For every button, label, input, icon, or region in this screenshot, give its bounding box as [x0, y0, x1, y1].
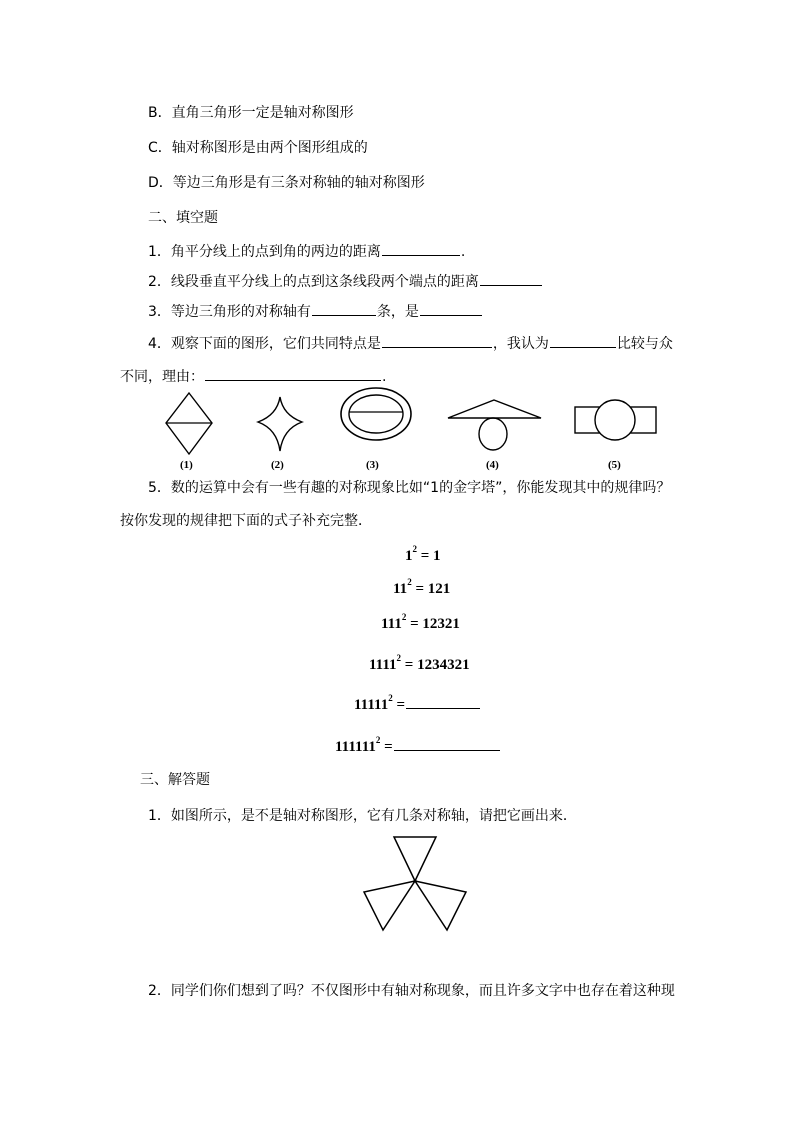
figure-caption: (3): [366, 459, 379, 471]
question-text: 不同，理由：: [120, 369, 204, 385]
question-text: ，我认为: [492, 336, 549, 352]
eq-rhs: =: [384, 739, 393, 755]
figure-3-rings: [341, 388, 411, 440]
eq-exp: 2: [412, 544, 417, 554]
answer-blank[interactable]: [550, 333, 616, 348]
question-text: 1．角平分线上的点到角的两边的距离: [148, 244, 381, 260]
answer-blank[interactable]: [420, 301, 482, 316]
eq-rhs: = 1: [420, 548, 441, 564]
question-text: 4．观察下面的图形，它们共同特点是: [148, 336, 381, 352]
answer-blank[interactable]: [312, 301, 376, 316]
equation-row: [369, 650, 470, 675]
eq-base: 111111: [335, 739, 376, 755]
eq-exp: 2: [388, 693, 393, 703]
option-c: C．轴对称图形是由两个图形组成的: [148, 140, 368, 156]
eq-rhs: = 1234321: [404, 657, 470, 673]
answer-blank[interactable]: [382, 333, 492, 348]
equation-row: [393, 574, 450, 599]
eq-base: 1: [405, 548, 413, 564]
option-d: D．等边三角形是有三条对称轴的轴对称图形: [148, 175, 425, 191]
question-3-2: 2．同学们你们想到了吗？不仅图形中有轴对称现象，而且许多文字中也存在着这种现: [148, 983, 675, 999]
figure-caption: (5): [608, 459, 621, 471]
answer-blank[interactable]: [394, 738, 500, 751]
question-text: 条，是: [376, 304, 419, 320]
figure-caption: (1): [180, 459, 193, 471]
eq-base: 111: [381, 616, 402, 632]
answer-blank[interactable]: [480, 271, 542, 286]
eq-base: 11111: [354, 697, 389, 713]
figure-2-star: [258, 397, 302, 451]
eq-rhs: =: [396, 697, 406, 713]
question-2-5-line2: 按你发现的规律把下面的式子补充完整．: [120, 513, 372, 529]
eq-base: 11: [393, 581, 408, 597]
figure-caption: (2): [271, 459, 284, 471]
triangle-top: [394, 837, 436, 881]
question-2-4: [148, 333, 673, 354]
equation-row: [381, 609, 460, 634]
eq-exp: 2: [396, 653, 402, 663]
equation-row: [405, 541, 441, 566]
question-text: 比较与众: [616, 336, 673, 352]
question-text: 3．等边三角形的对称轴有: [148, 304, 311, 320]
triangle-right: [415, 881, 466, 930]
equation-row: [335, 732, 501, 757]
period: .: [382, 369, 387, 385]
eq-exp: 2: [375, 735, 381, 745]
question-2-5: 5．数的运算中会有一些有趣的对称现象比如“1的金字塔”，你能发现其中的规律吗？: [148, 480, 671, 496]
question-3-1: 1．如图所示，是不是轴对称图形，它有几条对称轴，请把它画出来．: [148, 808, 577, 824]
eq-rhs: = 121: [415, 581, 451, 597]
figure-4-triangle-circle: [448, 400, 541, 450]
figure-5-rect-circle: [575, 400, 656, 440]
figure-caption: (4): [486, 459, 499, 471]
figure-1-rhombus: [166, 393, 212, 454]
eq-exp: 2: [401, 612, 407, 622]
answer-blank[interactable]: [406, 696, 480, 709]
answer-blank[interactable]: [382, 241, 460, 256]
shapes-figure-row: [0, 385, 794, 475]
answer-blank[interactable]: [205, 366, 381, 381]
section-heading-solve: 三、解答题: [140, 772, 210, 788]
three-triangles-figure: [0, 835, 794, 935]
section-heading-fill-in: 二、填空题: [148, 210, 218, 226]
eq-exp: 2: [407, 577, 412, 587]
option-b: B．直角三角形一定是轴对称图形: [148, 105, 354, 121]
question-2-1: [148, 241, 465, 262]
question-text: 2．线段垂直平分线上的点到这条线段两个端点的距离: [148, 274, 479, 290]
triangle-left: [364, 881, 415, 930]
eq-base: 1111: [369, 657, 397, 673]
period: .: [460, 244, 466, 260]
question-2-4-line2: [120, 366, 386, 387]
equation-row: [354, 690, 481, 715]
question-2-2: [148, 271, 543, 292]
eq-rhs: = 12321: [410, 616, 460, 632]
question-2-3: [148, 301, 483, 322]
